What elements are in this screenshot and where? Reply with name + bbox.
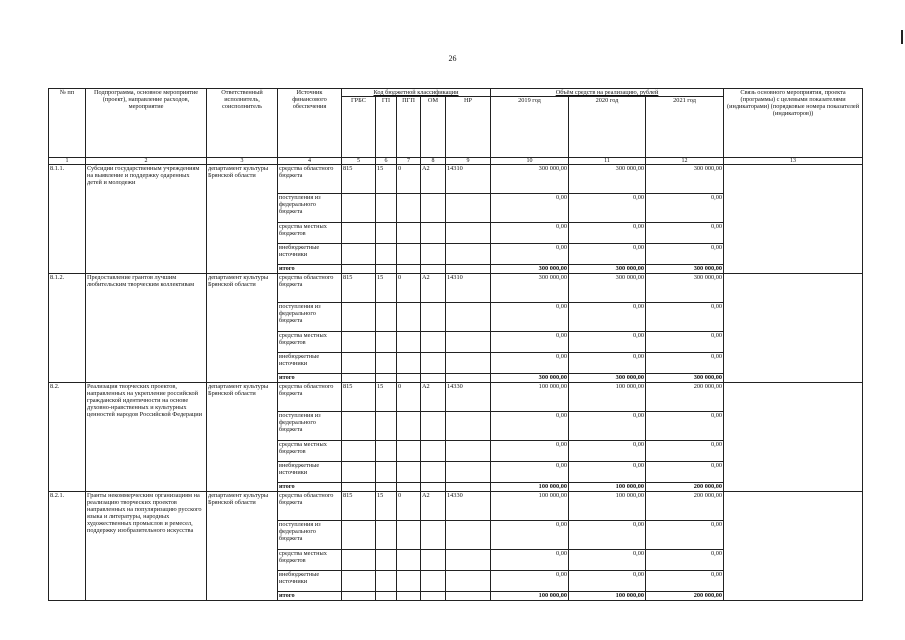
code-empty (376, 194, 397, 223)
amount-2021: 0,00 (646, 550, 724, 571)
col-number: 9 (446, 158, 491, 165)
amount-2019: 100 000,00 (491, 483, 569, 492)
col-number: 1 (49, 158, 86, 165)
code-empty (421, 441, 446, 462)
amount-2020: 100 000,00 (569, 383, 646, 412)
code-empty (421, 223, 446, 244)
amount-2021: 0,00 (646, 462, 724, 483)
code-om: А2 (421, 492, 446, 521)
header-2019: 2019 год (491, 97, 569, 158)
amount-2021: 300 000,00 (646, 165, 724, 194)
amount-2020: 300 000,00 (569, 374, 646, 383)
responsible-executor: департамент культуры Брянской области (207, 492, 278, 601)
code-empty (446, 462, 491, 483)
amount-2019: 0,00 (491, 571, 569, 592)
code-empty (446, 194, 491, 223)
responsible-executor: департамент культуры Брянской области (207, 165, 278, 274)
code-nr: 14310 (446, 165, 491, 194)
code-nr: 14330 (446, 383, 491, 412)
amount-2021: 0,00 (646, 194, 724, 223)
code-empty (376, 223, 397, 244)
code-empty (376, 462, 397, 483)
source-total: итого (278, 592, 342, 601)
code-empty (446, 223, 491, 244)
amount-2020: 100 000,00 (569, 492, 646, 521)
source-extra: внебюджетные источники (278, 462, 342, 483)
amount-2020: 300 000,00 (569, 265, 646, 274)
header-budget-code: Код бюджетной классификации (342, 89, 491, 97)
code-empty (446, 332, 491, 353)
source-federal: поступления из федерального бюджета (278, 412, 342, 441)
col-number: 2 (86, 158, 207, 165)
amount-2020: 0,00 (569, 571, 646, 592)
indicator-link (724, 165, 863, 274)
amount-2021: 200 000,00 (646, 483, 724, 492)
source-regional: средства областного бюджета (278, 274, 342, 303)
source-extra: внебюджетные источники (278, 244, 342, 265)
amount-2021: 200 000,00 (646, 492, 724, 521)
amount-2019: 0,00 (491, 353, 569, 374)
amount-2020: 0,00 (569, 332, 646, 353)
code-empty (421, 332, 446, 353)
code-empty (421, 353, 446, 374)
code-om: А2 (421, 274, 446, 303)
amount-2020: 0,00 (569, 412, 646, 441)
code-empty (397, 521, 421, 550)
code-empty (446, 571, 491, 592)
code-pgp: 0 (397, 165, 421, 194)
indicator-link (724, 274, 863, 383)
amount-2020: 0,00 (569, 223, 646, 244)
code-empty (446, 521, 491, 550)
code-empty (397, 441, 421, 462)
amount-2021: 300 000,00 (646, 265, 724, 274)
row-number: 8.2.1. (49, 492, 86, 601)
amount-2019: 0,00 (491, 332, 569, 353)
amount-2021: 0,00 (646, 223, 724, 244)
header-om: ОМ (421, 97, 446, 158)
code-empty (376, 592, 397, 601)
activity-name: Субсидии государственным учреждениям на выявление и поддержку одаренных детей и молодежи (86, 165, 207, 274)
source-local: средства местных бюджетов (278, 223, 342, 244)
code-om: А2 (421, 165, 446, 194)
code-empty (397, 374, 421, 383)
header-pgp: ПГП (397, 97, 421, 158)
code-empty (446, 265, 491, 274)
code-empty (342, 521, 376, 550)
code-grbs: 815 (342, 492, 376, 521)
code-pgp: 0 (397, 274, 421, 303)
code-empty (376, 521, 397, 550)
amount-2021: 0,00 (646, 571, 724, 592)
responsible-executor: департамент культуры Брянской области (207, 383, 278, 492)
amount-2021: 200 000,00 (646, 383, 724, 412)
col-number: 7 (397, 158, 421, 165)
header-amount: Объём средств на реализацию, рублей (491, 89, 724, 97)
source-local: средства местных бюджетов (278, 441, 342, 462)
amount-2020: 0,00 (569, 194, 646, 223)
code-empty (397, 265, 421, 274)
code-om: А2 (421, 383, 446, 412)
code-empty (397, 412, 421, 441)
header-top-row (49, 89, 863, 97)
amount-2020: 0,00 (569, 521, 646, 550)
page-number: 26 (448, 54, 457, 63)
amount-2021: 0,00 (646, 412, 724, 441)
source-total: итого (278, 265, 342, 274)
header-gp: ГП (376, 97, 397, 158)
amount-2021: 0,00 (646, 303, 724, 332)
indicator-link (724, 492, 863, 601)
code-empty (342, 265, 376, 274)
table-row (49, 165, 863, 194)
code-empty (421, 194, 446, 223)
code-empty (446, 592, 491, 601)
amount-2021: 300 000,00 (646, 374, 724, 383)
code-empty (397, 353, 421, 374)
code-empty (397, 332, 421, 353)
code-empty (376, 441, 397, 462)
col-number: 6 (376, 158, 397, 165)
code-empty (376, 332, 397, 353)
page-edge-mark (901, 30, 903, 44)
amount-2020: 0,00 (569, 303, 646, 332)
header-2021: 2021 год (646, 97, 724, 158)
amount-2020: 0,00 (569, 244, 646, 265)
amount-2019: 0,00 (491, 521, 569, 550)
code-empty (376, 571, 397, 592)
code-pgp: 0 (397, 383, 421, 412)
table-row (49, 383, 863, 412)
code-empty (397, 244, 421, 265)
col-number: 4 (278, 158, 342, 165)
table-header (49, 89, 863, 165)
amount-2019: 0,00 (491, 550, 569, 571)
row-number: 8.1.1. (49, 165, 86, 274)
activity-name: Реализация творческих проектов, направленных на укрепление российской гражданской идентичности на основе духовно-нравственных и культурных ценностей народов Российской Федерации (86, 383, 207, 492)
code-empty (397, 550, 421, 571)
amount-2019: 0,00 (491, 194, 569, 223)
source-local: средства местных бюджетов (278, 550, 342, 571)
amount-2021: 200 000,00 (646, 592, 724, 601)
amount-2019: 300 000,00 (491, 274, 569, 303)
amount-2019: 0,00 (491, 441, 569, 462)
amount-2020: 0,00 (569, 550, 646, 571)
code-empty (342, 223, 376, 244)
code-empty (446, 412, 491, 441)
code-empty (376, 483, 397, 492)
code-empty (397, 462, 421, 483)
row-number: 8.2. (49, 383, 86, 492)
code-empty (342, 374, 376, 383)
source-regional: средства областного бюджета (278, 492, 342, 521)
code-empty (421, 550, 446, 571)
code-empty (376, 265, 397, 274)
budget-table (48, 88, 863, 601)
code-gp: 15 (376, 274, 397, 303)
code-empty (342, 303, 376, 332)
amount-2020: 0,00 (569, 353, 646, 374)
activity-name: Предоставление грантов лучшим любительским творческим коллективам (86, 274, 207, 383)
code-pgp: 0 (397, 492, 421, 521)
amount-2019: 0,00 (491, 303, 569, 332)
code-empty (342, 244, 376, 265)
code-nr: 14310 (446, 274, 491, 303)
amount-2020: 300 000,00 (569, 165, 646, 194)
column-number-row (49, 158, 863, 165)
code-empty (376, 303, 397, 332)
col-number: 12 (646, 158, 724, 165)
amount-2019: 100 000,00 (491, 592, 569, 601)
code-empty (342, 483, 376, 492)
code-empty (342, 441, 376, 462)
code-empty (421, 303, 446, 332)
amount-2019: 100 000,00 (491, 492, 569, 521)
amount-2021: 300 000,00 (646, 274, 724, 303)
responsible-executor: департамент культуры Брянской области (207, 274, 278, 383)
amount-2019: 300 000,00 (491, 165, 569, 194)
col-number: 3 (207, 158, 278, 165)
amount-2019: 100 000,00 (491, 383, 569, 412)
code-empty (421, 462, 446, 483)
code-empty (397, 223, 421, 244)
code-empty (376, 550, 397, 571)
amount-2020: 0,00 (569, 441, 646, 462)
col-number: 8 (421, 158, 446, 165)
code-empty (421, 265, 446, 274)
code-empty (397, 571, 421, 592)
code-empty (446, 483, 491, 492)
amount-2019: 0,00 (491, 223, 569, 244)
amount-2020: 300 000,00 (569, 274, 646, 303)
amount-2019: 300 000,00 (491, 265, 569, 274)
table-body (49, 165, 863, 601)
amount-2019: 0,00 (491, 412, 569, 441)
col-number: 10 (491, 158, 569, 165)
code-empty (342, 592, 376, 601)
source-regional: средства областного бюджета (278, 383, 342, 412)
code-empty (446, 353, 491, 374)
table-row (49, 492, 863, 521)
amount-2020: 100 000,00 (569, 592, 646, 601)
code-empty (342, 412, 376, 441)
code-empty (342, 571, 376, 592)
code-empty (421, 374, 446, 383)
code-empty (421, 571, 446, 592)
header-num: № пп (49, 89, 86, 158)
table-row (49, 274, 863, 303)
header-2020: 2020 год (569, 97, 646, 158)
code-empty (421, 592, 446, 601)
code-empty (446, 303, 491, 332)
code-grbs: 815 (342, 274, 376, 303)
code-gp: 15 (376, 165, 397, 194)
code-empty (342, 550, 376, 571)
code-gp: 15 (376, 383, 397, 412)
col-number: 13 (724, 158, 863, 165)
amount-2021: 0,00 (646, 244, 724, 265)
amount-2021: 0,00 (646, 353, 724, 374)
code-empty (342, 353, 376, 374)
source-federal: поступления из федерального бюджета (278, 303, 342, 332)
code-empty (446, 441, 491, 462)
code-empty (397, 483, 421, 492)
code-grbs: 815 (342, 383, 376, 412)
source-federal: поступления из федерального бюджета (278, 521, 342, 550)
code-empty (376, 374, 397, 383)
source-total: итого (278, 483, 342, 492)
code-gp: 15 (376, 492, 397, 521)
header-grbs: ГРБС (342, 97, 376, 158)
amount-2019: 300 000,00 (491, 374, 569, 383)
code-empty (376, 353, 397, 374)
header-link: Связь основного мероприятия, проекта (программы) с целевыми показателями (индикаторами) (порядковые номера показателей (индикаторов)) (724, 89, 863, 158)
row-number: 8.1.2. (49, 274, 86, 383)
amount-2019: 0,00 (491, 244, 569, 265)
col-number: 5 (342, 158, 376, 165)
amount-2021: 0,00 (646, 441, 724, 462)
code-empty (421, 244, 446, 265)
source-total: итого (278, 374, 342, 383)
code-nr: 14330 (446, 492, 491, 521)
code-empty (397, 303, 421, 332)
code-empty (421, 521, 446, 550)
source-local: средства местных бюджетов (278, 332, 342, 353)
source-federal: поступления из федерального бюджета (278, 194, 342, 223)
code-empty (446, 550, 491, 571)
amount-2021: 0,00 (646, 332, 724, 353)
code-empty (446, 244, 491, 265)
amount-2020: 0,00 (569, 462, 646, 483)
code-empty (376, 412, 397, 441)
code-empty (421, 412, 446, 441)
source-extra: внебюджетные источники (278, 353, 342, 374)
activity-name: Гранты некоммерческим организациям на реализацию творческих проектов направленных на популяризацию русского языка и литературы, народных художественных промыслов и ремесел, поддержку изобразительного искусства (86, 492, 207, 601)
header-subprogram: Подпрограмма, основное мероприятие (проект), направление расходов, мероприятие (86, 89, 207, 158)
code-empty (342, 194, 376, 223)
amount-2019: 0,00 (491, 462, 569, 483)
header-source: Источник финансового обеспечения (278, 89, 342, 158)
code-empty (397, 592, 421, 601)
code-empty (397, 194, 421, 223)
indicator-link (724, 383, 863, 492)
code-empty (446, 374, 491, 383)
code-grbs: 815 (342, 165, 376, 194)
header-responsible: Ответственный исполнитель, соисполнитель (207, 89, 278, 158)
col-number: 11 (569, 158, 646, 165)
source-regional: средства областного бюджета (278, 165, 342, 194)
amount-2021: 0,00 (646, 521, 724, 550)
code-empty (342, 462, 376, 483)
header-nr: НР (446, 97, 491, 158)
code-empty (421, 483, 446, 492)
amount-2020: 100 000,00 (569, 483, 646, 492)
code-empty (376, 244, 397, 265)
source-extra: внебюджетные источники (278, 571, 342, 592)
code-empty (342, 332, 376, 353)
